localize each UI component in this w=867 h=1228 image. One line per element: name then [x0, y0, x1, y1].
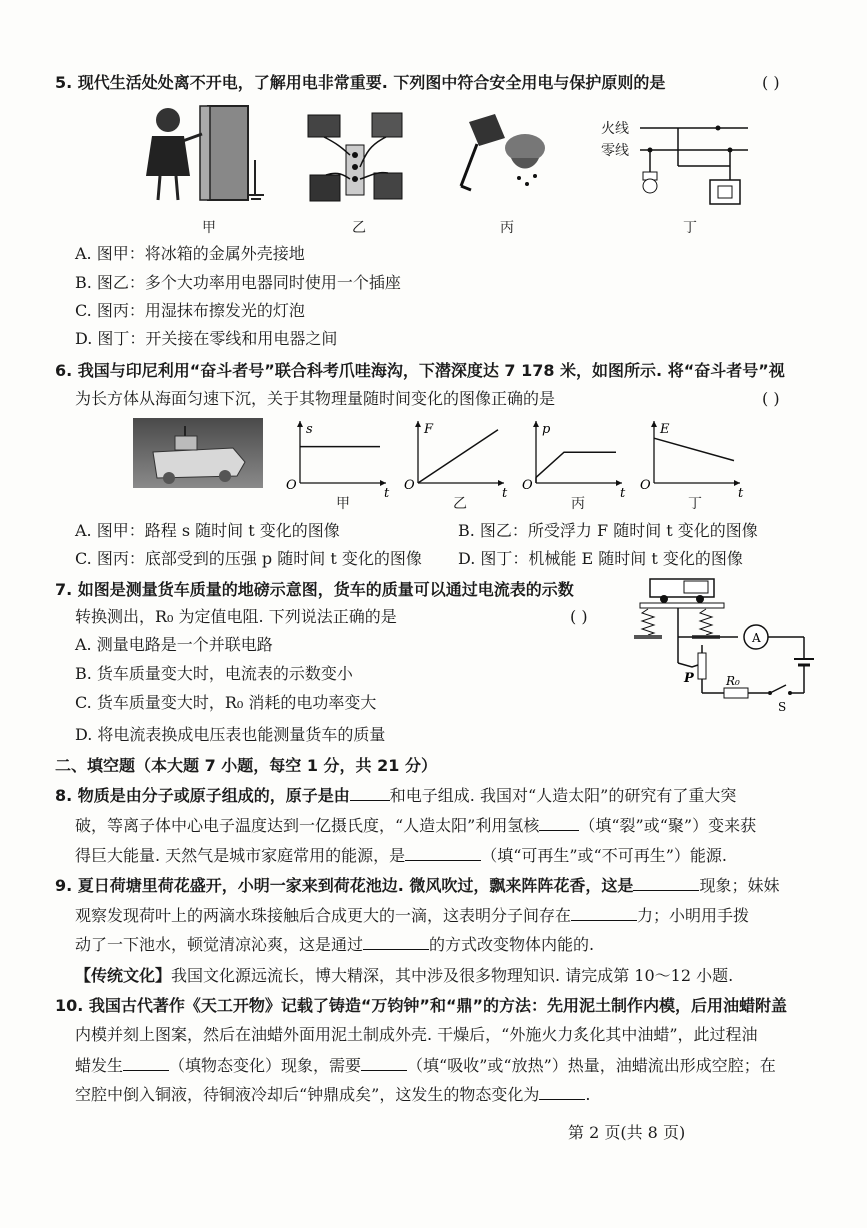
q7-option-b: B. 货车质量变大时，电流表的示数变小: [75, 664, 353, 683]
graph-1-curve: [418, 430, 498, 483]
culture-note: 【传统文化】我国文化源远流长，博大精深，其中涉及很多物理知识. 请完成第 10～12 小题.: [75, 966, 734, 985]
graph-2-curve: [536, 452, 616, 477]
q7-slider-label: P: [684, 671, 694, 686]
q6-caption-yi: 乙: [453, 496, 467, 512]
q6-caption-jia: 甲: [336, 496, 350, 512]
q5-caption-jia: 甲: [202, 220, 216, 236]
section-2-heading: 二、填空题（本大题 7 小题，每空 1 分，共 21 分）: [55, 756, 437, 775]
q5-option-d: D. 图丁：开关接在零线和用电器之间: [75, 329, 338, 348]
q9-line1: 9. 夏日荷塘里荷花盛开，小明一家来到荷花池边. 微风吹过，飘来阵阵花香，这是 现象；妹妹: [55, 876, 780, 895]
q8-blank-1[interactable]: [350, 784, 390, 801]
graph-3-xlabel: t: [738, 486, 744, 501]
q9-line2: 观察发现荷叶上的两滴水珠接触后合成更大的一滴，这表明分子间存在 力；小明用手拨: [75, 906, 750, 925]
graph-1-xlabel: t: [502, 486, 508, 501]
q10-line4: 空腔中倒入铜液，待铜液冷却后“钟鼎成矣”，这发生的物态变化为 .: [75, 1085, 591, 1104]
page-footer: 第 2 页(共 8 页): [568, 1123, 686, 1142]
q5-option-c: C. 图丙：用湿抹布擦发光的灯泡: [75, 301, 305, 320]
graph-3-y-arrow: [651, 421, 657, 427]
q8-line1: 8. 物质是由分子或原子组成的，原子是由 和电子组成. 我国对“人造太阳”的研究有了重大突: [55, 786, 737, 805]
q5-figure-jia: [140, 100, 275, 210]
q5-option-b: B. 图乙：多个大功率用电器同时使用一个插座: [75, 273, 401, 292]
q6-answer-bracket: ( ): [762, 389, 780, 408]
q5-live-wire-label: 火线: [601, 121, 629, 137]
q8-line3: 得巨大能量. 天然气是城市家庭常用的能源，是 （填“可再生”或“不可再生”）能源.: [75, 846, 727, 865]
q6-option-d: D. 图丁：机械能 E 随时间 t 变化的图像: [458, 549, 743, 568]
q7-ammeter-label: A: [752, 631, 761, 645]
q8-blank-3[interactable]: [405, 844, 481, 861]
graph-2-origin: O: [522, 478, 533, 493]
q10-blank-3[interactable]: [539, 1083, 585, 1100]
q6-caption-ding: 丁: [688, 496, 702, 512]
q5-caption-yi: 乙: [352, 220, 366, 236]
q5-figure-bing: [455, 112, 550, 202]
q6-submarine-photo: [133, 418, 263, 488]
graph-0-ylabel: s: [306, 422, 313, 437]
q9-blank-1[interactable]: [633, 874, 699, 891]
q10-line2: 内模并刻上图案，然后在油蜡外面用泥土制成外壳. 干燥后，“外施火力炙化其中油蜡”，此过程油: [75, 1025, 758, 1044]
q5-neutral-wire-label: 零线: [601, 143, 629, 159]
graph-3-ylabel: E: [660, 422, 670, 437]
q5-caption-bing: 丙: [500, 220, 514, 236]
q7-stem-line2: 转换测出，R₀ 为定值电阻. 下列说法正确的是: [75, 607, 397, 626]
graph-1-y-arrow: [415, 421, 421, 427]
q10-blank-2[interactable]: [361, 1054, 407, 1071]
graph-1-ylabel: F: [424, 422, 434, 437]
graph-0-xlabel: t: [384, 486, 390, 501]
graph-2-y-arrow: [533, 421, 539, 427]
q6-stem-line2: 为长方体从海面匀速下沉，关于其物理量随时间变化的图像正确的是: [75, 389, 556, 408]
q6-caption-bing: 丙: [571, 496, 585, 512]
q5-stem: 5. 现代生活处处离不开电，了解用电非常重要. 下列图中符合安全用电与保护原则的是: [55, 73, 666, 92]
q7-switch-label: S: [778, 700, 787, 714]
q9-line3: 动了一下池水，顿觉清凉沁爽，这是通过 的方式改变物体内能的.: [75, 935, 595, 954]
graph-0-y-arrow: [297, 421, 303, 427]
q7-resistor-label: R₀: [726, 674, 740, 688]
q7-stem-line1: 7. 如图是测量货车质量的地磅示意图，货车的质量可以通过电流表的示数: [55, 580, 574, 599]
q6-option-b: B. 图乙：所受浮力 F 随时间 t 变化的图像: [458, 521, 758, 540]
q7-circuit-figure: [628, 575, 818, 715]
graph-2-xlabel: t: [620, 486, 626, 501]
q7-option-d: D. 将电流表换成电压表也能测量货车的质量: [75, 725, 386, 744]
q5-option-a: A. 图甲：将冰箱的金属外壳接地: [75, 244, 305, 263]
graph-2-ylabel: p: [542, 422, 551, 437]
graph-1-origin: O: [404, 478, 415, 493]
q7-answer-bracket: ( ): [570, 607, 588, 626]
q10-blank-1[interactable]: [123, 1054, 169, 1071]
q9-blank-2[interactable]: [571, 904, 637, 921]
q6-stem-line1: 6. 我国与印尼利用“奋斗者号”联合科考爪哇海沟，下潜深度达 7 178 米，如图所示. 将“奋斗者号”视: [55, 361, 785, 380]
q10-line1: 10. 我国古代著作《天工开物》记载了铸造“万钧钟”和“鼎”的方法：先用泥土制作内模，后用油蜡附盖: [55, 996, 787, 1015]
q5-caption-ding: 丁: [683, 220, 697, 236]
q6-option-c: C. 图丙：底部受到的压强 p 随时间 t 变化的图像: [75, 549, 422, 568]
graph-0-origin: O: [286, 478, 297, 493]
q7-option-a: A. 测量电路是一个并联电路: [75, 635, 273, 654]
q10-line3: 蜡发生 （填物态变化）现象，需要 （填“吸收”或“放热”）热量，油蜡流出形成空腔；在: [75, 1056, 776, 1075]
q6-option-a: A. 图甲：路程 s 随时间 t 变化的图像: [75, 521, 340, 540]
graph-3-origin: O: [640, 478, 651, 493]
q5-answer-bracket: ( ): [762, 73, 780, 92]
q7-option-c: C. 货车质量变大时，R₀ 消耗的电功率变大: [75, 693, 377, 712]
q5-figure-ding: [630, 120, 755, 215]
q8-blank-2[interactable]: [539, 814, 579, 831]
graph-3-curve: [654, 438, 734, 460]
q5-figure-yi: [300, 105, 415, 210]
q8-line2: 破，等离子体中心电子温度达到一亿摄氏度，“人造太阳”利用氢核 （填“裂”或“聚”）变来获: [75, 816, 757, 835]
q9-blank-3[interactable]: [363, 933, 429, 950]
